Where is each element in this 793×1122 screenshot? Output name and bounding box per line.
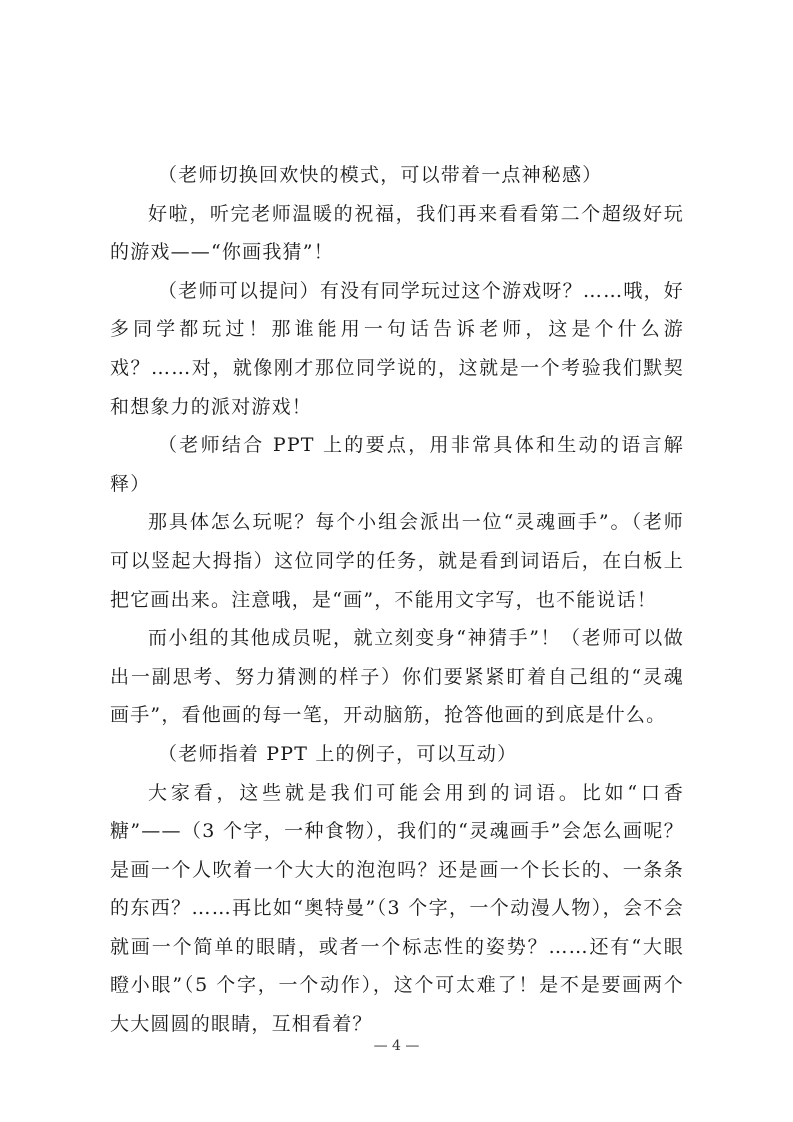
- body-paragraph: 那具体怎么玩呢？每个小组会派出一位“灵魂画手”。（老师可以竖起大拇指）这位同学的任务，就是看到词语后，在白板上把它画出来。注意哦，是“画”，不能用文字写，也不能说话！: [110, 511, 684, 611]
- document-body: [110, 156, 684, 1044]
- stage-direction: （老师结合 PPT 上的要点，用非常具体和生动的语言解释）: [110, 434, 684, 495]
- body-paragraph: 大家看，这些就是我们可能会用到的词语。比如“口香糖”——（3 个字，一种食物），我们的“灵魂画手”会怎么画呢？是画一个人吹着一个大大的泡泡吗？还是画一个长长的、一条条的东西？……再比如“奥特曼”（3 个字，一个动漫人物），会不会就画一个简单的眼睛，或者一个标志性的姿势？……还有“大眼瞪小眼”（5 个字，一个动作），这个可太难了！是不是要画两个大大圆圆的眼睛，互相看着？: [110, 781, 684, 1036]
- page-number: — 4 —: [373, 1038, 420, 1054]
- body-paragraph: 而小组的其他成员呢，就立刻变身“神猜手”！（老师可以做出一副思考、努力猜测的样子）你们要紧紧盯着自己组的“灵魂画手”，看他画的每一笔，开动脑筋，抢答他画的到底是什么。: [110, 627, 684, 727]
- body-paragraph: 好啦，听完老师温暖的祝福，我们再来看看第二个超级好玩的游戏——“你画我猜”！: [110, 202, 684, 264]
- stage-direction: （老师可以提问）有没有同学玩过这个游戏呀？……哦，好多同学都玩过！那谁能用一句话告诉老师，这是个什么游戏？……对，就像刚才那位同学说的，这就是一个考验我们默契和想象力的派对游戏！: [110, 279, 684, 418]
- stage-direction: （老师指着 PPT 上的例子，可以互动）: [158, 742, 518, 765]
- stage-direction: （老师切换回欢快的模式，可以带着一点神秘感）: [158, 164, 603, 186]
